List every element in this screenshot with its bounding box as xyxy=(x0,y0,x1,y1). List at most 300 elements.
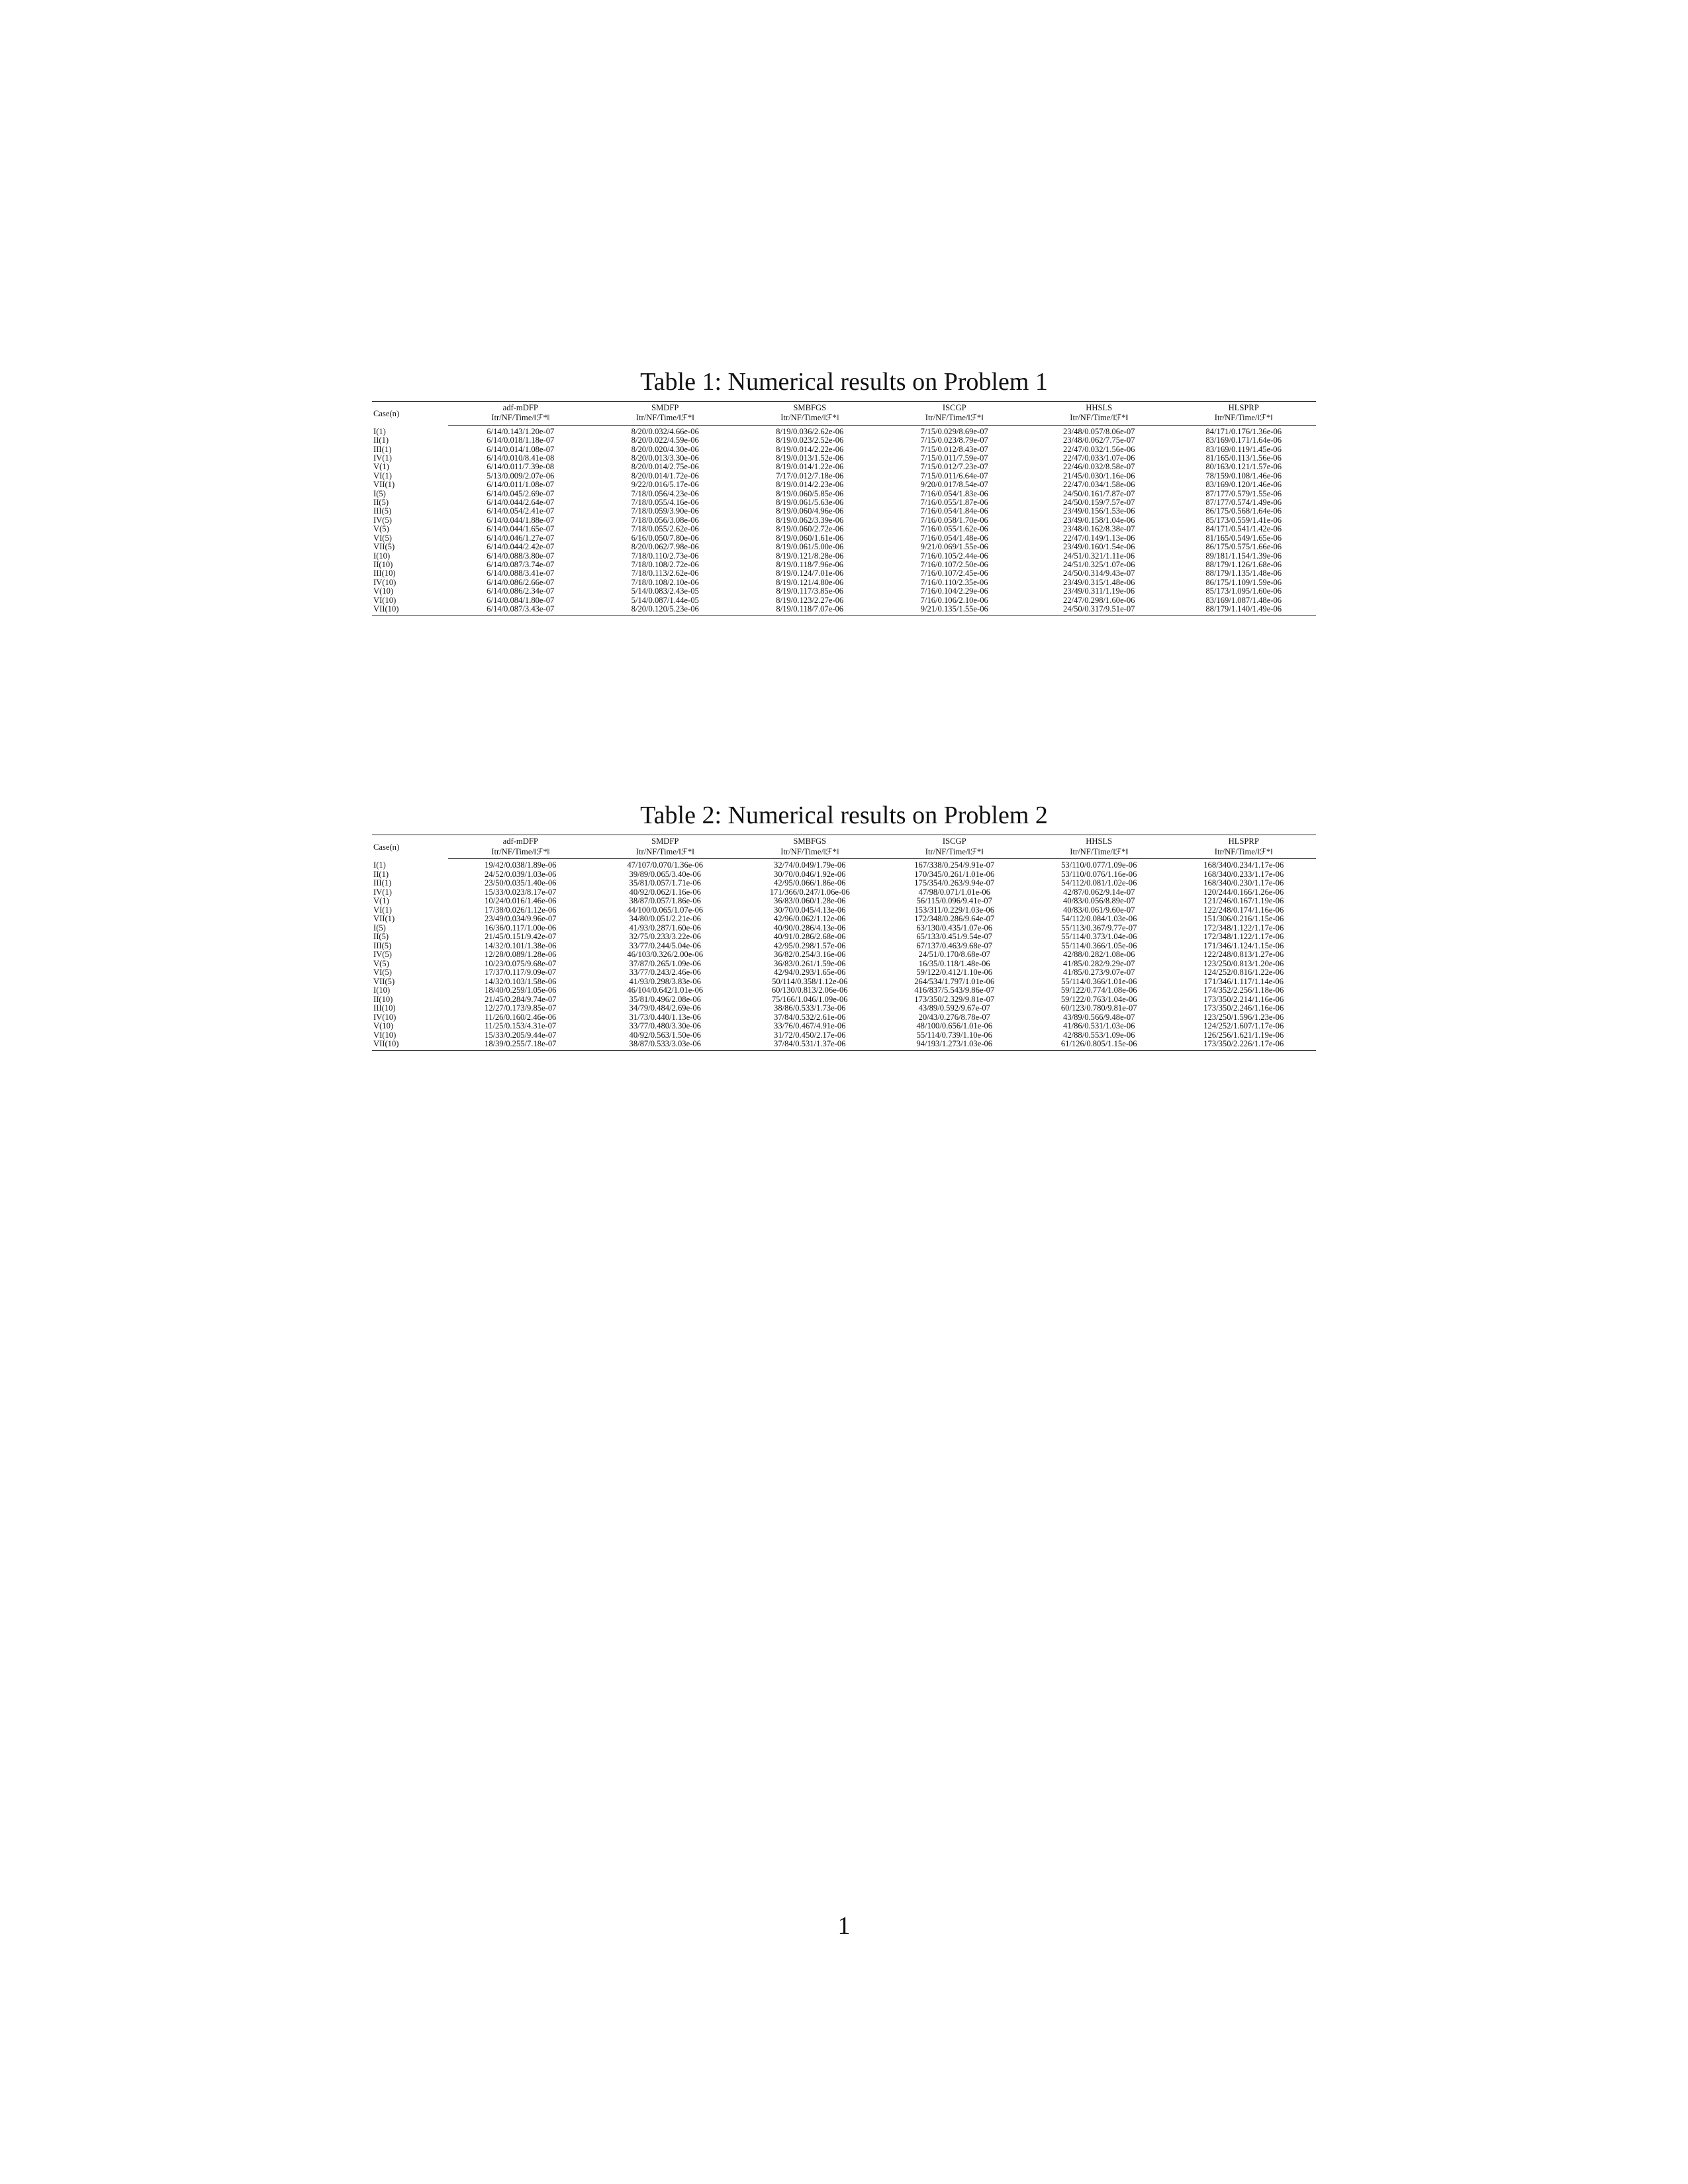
result-cell: 6/14/0.087/3.43e-07 xyxy=(448,605,593,615)
result-cell: 6/16/0.050/7.80e-06 xyxy=(631,533,699,543)
result-cell: 21/45/0.151/9.42e-07 xyxy=(485,933,557,941)
result-cell: 41/93/0.287/1.60e-06 xyxy=(629,923,701,933)
case-label: I(5) xyxy=(373,489,386,498)
result-cell: 24/50/0.161/7.87e-07 xyxy=(1063,489,1135,498)
result-cell: 41/93/0.298/3.83e-06 xyxy=(629,977,701,986)
result-cell: 23/49/0.315/1.48e-06 xyxy=(1063,578,1135,587)
result-cell: 23/49/0.156/1.53e-06 xyxy=(1063,507,1135,516)
table-2-grid xyxy=(372,835,1316,1051)
result-cell: 36/83/0.060/1.28e-06 xyxy=(774,897,846,905)
result-cell: 7/16/0.107/2.50e-06 xyxy=(920,560,988,569)
result-cell: 33/76/0.467/4.91e-06 xyxy=(774,1022,846,1030)
result-cell: 7/15/0.011/7.59e-07 xyxy=(920,454,988,463)
result-cell: 8/19/0.124/7.01e-06 xyxy=(776,569,844,578)
case-label: VI(1) xyxy=(373,471,392,480)
table-2-caption: Table 2: Numerical results on Problem 2 xyxy=(640,801,1048,829)
table-row xyxy=(372,897,1316,906)
result-cell: 22/47/0.034/1.58e-06 xyxy=(1063,480,1135,490)
table-row xyxy=(372,605,1316,615)
method-header: SMBFGS xyxy=(737,835,882,847)
case-label: II(5) xyxy=(373,933,389,941)
result-cell: 6/14/0.046/1.27e-07 xyxy=(487,533,555,543)
result-cell: 94/193/1.273/1.03e-06 xyxy=(882,1040,1027,1050)
table-row xyxy=(372,525,1316,533)
result-cell: 17/38/0.026/1.12e-06 xyxy=(485,905,557,915)
result-cell: 50/114/0.358/1.12e-06 xyxy=(772,977,848,986)
table-row xyxy=(372,915,1316,924)
result-cell: 17/37/0.117/9.09e-07 xyxy=(485,968,557,977)
result-cell: 8/19/0.060/1.61e-06 xyxy=(776,533,844,543)
table-row xyxy=(372,870,1316,880)
result-cell: 8/19/0.060/4.96e-06 xyxy=(776,507,844,516)
result-cell: 16/35/0.118/1.48e-06 xyxy=(918,959,990,968)
table-row xyxy=(372,436,1316,445)
table-2-subheader-row xyxy=(372,847,1316,859)
case-label: IV(10) xyxy=(373,1013,397,1022)
result-cell: 167/338/0.254/9.91e-07 xyxy=(914,860,995,870)
case-label: II(1) xyxy=(373,436,389,445)
result-cell: 7/18/0.056/3.08e-06 xyxy=(631,516,699,525)
metric-subheader: Itr/NF/Time/‖ℱ*‖ xyxy=(882,847,1027,859)
result-cell: 9/21/0.135/1.55e-06 xyxy=(882,605,1027,615)
result-cell: 84/171/0.176/1.36e-06 xyxy=(1205,426,1282,436)
result-cell: 44/100/0.065/1.07e-06 xyxy=(627,905,704,915)
result-cell: 46/104/0.642/1.01e-06 xyxy=(627,986,704,995)
result-cell: 6/14/0.044/1.88e-07 xyxy=(487,516,555,525)
case-label: VII(5) xyxy=(373,977,395,986)
result-cell: 33/77/0.480/3.30e-06 xyxy=(629,1022,701,1030)
result-cell: 22/47/0.149/1.13e-06 xyxy=(1063,533,1135,543)
result-cell: 43/89/0.592/9.67e-07 xyxy=(918,1004,990,1013)
result-cell: 38/87/0.057/1.86e-06 xyxy=(629,897,701,905)
result-cell: 6/14/0.014/1.08e-07 xyxy=(487,445,555,454)
result-cell: 8/19/0.061/5.63e-06 xyxy=(776,498,844,508)
result-cell: 6/14/0.018/1.18e-07 xyxy=(487,436,555,445)
case-label: I(1) xyxy=(373,426,386,436)
result-cell: 8/19/0.118/7.96e-06 xyxy=(776,560,844,569)
table-row xyxy=(372,995,1316,1005)
result-cell: 19/42/0.038/1.89e-06 xyxy=(485,860,557,870)
case-label: I(1) xyxy=(373,860,386,870)
result-cell: 63/130/0.435/1.07e-06 xyxy=(916,923,993,933)
case-label: IV(5) xyxy=(373,950,392,959)
result-cell: 23/48/0.062/7.75e-07 xyxy=(1063,436,1135,445)
result-cell: 7/18/0.108/2.72e-06 xyxy=(631,560,699,569)
result-cell: 39/89/0.065/3.40e-06 xyxy=(629,870,701,879)
result-cell: 22/47/0.032/1.56e-06 xyxy=(1063,445,1135,454)
result-cell: 8/19/0.014/2.23e-06 xyxy=(776,480,844,490)
result-cell: 47/98/0.071/1.01e-06 xyxy=(918,887,990,897)
result-cell: 56/115/0.096/9.41e-07 xyxy=(916,897,992,905)
case-label: II(10) xyxy=(373,995,393,1004)
result-cell: 42/96/0.062/1.12e-06 xyxy=(774,915,846,923)
result-cell: 172/348/1.122/1.17e-06 xyxy=(1203,933,1284,941)
result-cell: 8/19/0.061/5.00e-06 xyxy=(776,543,844,552)
result-cell: 6/14/0.044/1.65e-07 xyxy=(487,525,555,534)
table-row xyxy=(372,569,1316,578)
result-cell: 8/20/0.014/2.75e-06 xyxy=(631,463,699,472)
result-cell: 7/16/0.110/2.35e-06 xyxy=(920,578,988,587)
result-cell: 16/36/0.117/1.00e-06 xyxy=(485,923,557,933)
case-label: II(1) xyxy=(373,870,389,879)
result-cell: 88/179/1.135/1.48e-06 xyxy=(1205,569,1282,578)
result-cell: 6/14/0.143/1.20e-07 xyxy=(487,426,555,436)
table-2-method-row xyxy=(372,835,1316,847)
result-cell: 22/47/0.033/1.07e-06 xyxy=(1063,454,1135,463)
table-row xyxy=(372,454,1316,463)
result-cell: 7/15/0.029/8.69e-07 xyxy=(920,426,988,436)
result-cell: 15/33/0.023/8.17e-07 xyxy=(485,887,557,897)
case-label: III(1) xyxy=(373,879,392,887)
result-cell: 6/14/0.087/3.74e-07 xyxy=(487,560,555,569)
result-cell: 8/19/0.014/2.22e-06 xyxy=(776,445,844,454)
result-cell: 31/72/0.450/2.17e-06 xyxy=(774,1030,846,1040)
result-cell: 9/21/0.069/1.55e-06 xyxy=(920,543,988,552)
result-cell: 42/88/0.553/1.09e-06 xyxy=(1063,1030,1135,1040)
case-label: VI(1) xyxy=(373,905,392,915)
result-cell: 81/165/0.549/1.65e-06 xyxy=(1205,533,1282,543)
case-label: III(5) xyxy=(373,941,392,950)
metric-subheader: Itr/NF/Time/‖ℱ*‖ xyxy=(448,847,593,859)
method-header: ISCGP xyxy=(882,835,1027,847)
result-cell: 171/346/1.117/1.14e-06 xyxy=(1203,977,1284,986)
metric-subheader: Itr/NF/Time/‖ℱ*‖ xyxy=(737,413,882,425)
case-label: V(10) xyxy=(373,587,394,596)
result-cell: 168/340/0.230/1.17e-06 xyxy=(1203,879,1284,887)
case-label: III(5) xyxy=(373,507,392,516)
table-row xyxy=(372,986,1316,995)
result-cell: 40/92/0.062/1.16e-06 xyxy=(629,887,701,897)
result-cell: 54/112/0.084/1.03e-06 xyxy=(1061,915,1137,923)
case-label: III(10) xyxy=(373,1004,396,1013)
result-cell: 8/20/0.013/3.30e-06 xyxy=(631,454,699,463)
result-cell: 83/169/0.119/1.45e-06 xyxy=(1205,445,1282,454)
result-cell: 416/837/5.543/9.86e-07 xyxy=(914,986,995,995)
metric-subheader: Itr/NF/Time/‖ℱ*‖ xyxy=(448,413,593,425)
case-column-header: Case(n) xyxy=(372,835,448,859)
method-header: SMDFP xyxy=(593,402,738,414)
result-cell: 6/14/0.088/3.80e-07 xyxy=(487,551,555,561)
result-cell: 5/14/0.087/1.44e-05 xyxy=(631,596,699,605)
result-cell: 81/165/0.113/1.56e-06 xyxy=(1205,454,1282,463)
result-cell: 173/350/2.246/1.16e-06 xyxy=(1203,1004,1284,1013)
result-cell: 23/49/0.158/1.04e-06 xyxy=(1063,516,1135,525)
result-cell: 35/81/0.057/1.71e-06 xyxy=(629,879,701,887)
result-cell: 46/103/0.326/2.00e-06 xyxy=(627,950,704,959)
result-cell: 10/24/0.016/1.46e-06 xyxy=(485,897,557,905)
result-cell: 31/73/0.440/1.13e-06 xyxy=(629,1013,701,1022)
table-1-method-row xyxy=(372,402,1316,414)
result-cell: 8/19/0.123/2.27e-06 xyxy=(776,596,844,605)
result-cell: 21/45/0.030/1.16e-06 xyxy=(1063,471,1135,480)
table-row xyxy=(372,578,1316,587)
result-cell: 40/83/0.056/8.89e-07 xyxy=(1063,897,1135,905)
method-header: adf-mDFP xyxy=(448,402,593,414)
result-cell: 38/86/0.533/1.73e-06 xyxy=(774,1004,846,1013)
result-cell: 24/50/0.317/9.51e-07 xyxy=(1027,605,1172,615)
table-row xyxy=(372,463,1316,471)
result-cell: 37/87/0.265/1.09e-06 xyxy=(629,959,701,968)
result-cell: 6/14/0.045/2.69e-07 xyxy=(487,489,555,498)
table-row xyxy=(372,1013,1316,1023)
table-row xyxy=(372,859,1316,870)
result-cell: 8/20/0.120/5.23e-06 xyxy=(593,605,738,615)
table-2-body xyxy=(372,859,1316,1051)
result-cell: 172/348/0.286/9.64e-07 xyxy=(914,915,995,923)
result-cell: 85/173/1.095/1.60e-06 xyxy=(1205,587,1282,596)
method-header: ISCGP xyxy=(882,402,1027,414)
result-cell: 7/16/0.104/2.29e-06 xyxy=(920,587,988,596)
metric-subheader: Itr/NF/Time/‖ℱ*‖ xyxy=(737,847,882,859)
result-cell: 32/75/0.233/3.22e-06 xyxy=(629,933,701,941)
table-row xyxy=(372,561,1316,569)
result-cell: 5/13/0.009/2.07e-06 xyxy=(487,471,555,480)
metric-subheader: Itr/NF/Time/‖ℱ*‖ xyxy=(593,413,738,425)
result-cell: 83/169/0.120/1.46e-06 xyxy=(1205,480,1282,490)
table-row xyxy=(372,950,1316,960)
result-cell: 23/48/0.162/8.38e-07 xyxy=(1063,525,1135,534)
result-cell: 6/14/0.084/1.80e-07 xyxy=(487,596,555,605)
metric-subheader: Itr/NF/Time/‖ℱ*‖ xyxy=(1027,413,1172,425)
result-cell: 174/352/2.256/1.18e-06 xyxy=(1203,986,1284,995)
result-cell: 83/169/1.087/1.48e-06 xyxy=(1205,596,1282,605)
result-cell: 15/33/0.205/9.44e-07 xyxy=(485,1030,557,1040)
case-label: V(1) xyxy=(373,463,389,472)
result-cell: 12/28/0.089/1.28e-06 xyxy=(485,950,557,959)
result-cell: 53/110/0.077/1.09e-06 xyxy=(1061,860,1137,870)
result-cell: 21/45/0.284/9.74e-07 xyxy=(485,995,557,1004)
result-cell: 86/175/0.568/1.64e-06 xyxy=(1205,507,1282,516)
result-cell: 123/250/0.813/1.20e-06 xyxy=(1203,959,1284,968)
result-cell: 8/19/0.023/2.52e-06 xyxy=(776,436,844,445)
result-cell: 87/177/0.579/1.55e-06 xyxy=(1205,489,1282,498)
result-cell: 89/181/1.154/1.39e-06 xyxy=(1205,551,1282,561)
result-cell: 124/252/0.816/1.22e-06 xyxy=(1203,968,1284,977)
result-cell: 5/14/0.083/2.43e-05 xyxy=(631,587,699,596)
table-2-header xyxy=(372,835,1316,859)
result-cell: 8/20/0.020/4.30e-06 xyxy=(631,445,699,454)
result-cell: 8/19/0.121/8.28e-06 xyxy=(776,551,844,561)
result-cell: 7/16/0.054/1.83e-06 xyxy=(920,489,988,498)
result-cell: 42/95/0.066/1.86e-06 xyxy=(774,879,846,887)
metric-subheader: Itr/NF/Time/‖ℱ*‖ xyxy=(593,847,738,859)
result-cell: 41/85/0.282/9.29e-07 xyxy=(1063,959,1135,968)
result-cell: 11/25/0.153/4.31e-07 xyxy=(485,1022,557,1030)
result-cell: 8/19/0.121/4.80e-06 xyxy=(776,578,844,587)
result-cell: 22/47/0.298/1.60e-06 xyxy=(1063,596,1135,605)
case-label: VII(1) xyxy=(373,915,395,923)
result-cell: 11/26/0.160/2.46e-06 xyxy=(485,1013,557,1022)
result-cell: 33/77/0.244/5.04e-06 xyxy=(629,941,701,950)
result-cell: 60/123/0.780/9.81e-07 xyxy=(1060,1004,1137,1013)
table-row xyxy=(372,587,1316,596)
result-cell: 35/81/0.496/2.08e-06 xyxy=(629,995,701,1004)
result-cell: 59/122/0.774/1.08e-06 xyxy=(1060,986,1137,995)
table-row xyxy=(372,498,1316,507)
table-row xyxy=(372,596,1316,605)
method-header: adf-mDFP xyxy=(448,835,593,847)
metric-subheader: Itr/NF/Time/‖ℱ*‖ xyxy=(1172,413,1317,425)
result-cell: 43/89/0.566/9.48e-07 xyxy=(1063,1013,1135,1022)
result-cell: 85/173/0.559/1.41e-06 xyxy=(1205,516,1282,525)
result-cell: 168/340/0.233/1.17e-06 xyxy=(1203,870,1284,879)
case-label: III(10) xyxy=(373,569,396,578)
result-cell: 173/350/2.214/1.16e-06 xyxy=(1203,995,1284,1004)
result-cell: 6/14/0.011/7.39e-08 xyxy=(487,463,555,472)
table-1-caption: Table 1: Numerical results on Problem 1 xyxy=(640,368,1048,396)
result-cell: 8/19/0.060/5.85e-06 xyxy=(776,489,844,498)
result-cell: 7/16/0.055/1.87e-06 xyxy=(920,498,988,508)
result-cell: 36/83/0.261/1.59e-06 xyxy=(774,959,846,968)
result-cell: 121/246/0.167/1.19e-06 xyxy=(1203,897,1284,905)
result-cell: 59/122/0.412/1.10e-06 xyxy=(916,968,993,977)
result-cell: 8/19/0.118/7.07e-06 xyxy=(737,605,882,615)
table-row xyxy=(372,534,1316,543)
result-cell: 8/19/0.062/3.39e-06 xyxy=(776,516,844,525)
result-cell: 41/85/0.273/9.07e-07 xyxy=(1063,968,1135,977)
result-cell: 59/122/0.763/1.04e-06 xyxy=(1060,995,1137,1004)
result-cell: 32/74/0.049/1.79e-06 xyxy=(774,860,846,870)
case-label: IV(1) xyxy=(373,454,392,463)
result-cell: 12/27/0.173/9.85e-07 xyxy=(485,1004,557,1013)
result-cell: 42/95/0.298/1.57e-06 xyxy=(774,941,846,950)
result-cell: 7/18/0.059/3.90e-06 xyxy=(631,507,699,516)
page-number: 1 xyxy=(837,1912,851,1940)
result-cell: 83/169/0.171/1.64e-06 xyxy=(1205,436,1282,445)
result-cell: 60/130/0.813/2.06e-06 xyxy=(771,986,848,995)
result-cell: 173/350/2.226/1.17e-06 xyxy=(1172,1040,1317,1050)
case-label: VI(5) xyxy=(373,968,392,977)
result-cell: 7/16/0.054/1.48e-06 xyxy=(920,533,988,543)
metric-subheader: Itr/NF/Time/‖ℱ*‖ xyxy=(1027,847,1172,859)
result-cell: 87/177/0.574/1.49e-06 xyxy=(1205,498,1282,508)
table-row xyxy=(372,978,1316,987)
case-label: VII(1) xyxy=(373,480,395,490)
result-cell: 30/70/0.046/1.92e-06 xyxy=(774,870,846,879)
table-1 xyxy=(372,365,1316,615)
result-cell: 7/18/0.110/2.73e-06 xyxy=(631,551,699,561)
result-cell: 20/43/0.276/8.78e-07 xyxy=(918,1013,990,1022)
result-cell: 6/14/0.010/8.41e-08 xyxy=(487,454,555,463)
case-label: IV(5) xyxy=(373,516,392,525)
result-cell: 7/16/0.054/1.84e-06 xyxy=(920,507,988,516)
result-cell: 36/82/0.254/3.16e-06 xyxy=(774,950,846,959)
result-cell: 14/32/0.101/1.38e-06 xyxy=(485,941,557,950)
method-header: HHSLS xyxy=(1027,402,1172,414)
table-1-body xyxy=(372,425,1316,615)
result-cell: 7/17/0.012/7.18e-06 xyxy=(776,471,844,480)
result-cell: 8/20/0.014/1.72e-06 xyxy=(631,471,699,480)
result-cell: 54/112/0.081/1.02e-06 xyxy=(1061,879,1137,887)
result-cell: 122/248/0.174/1.16e-06 xyxy=(1203,905,1284,915)
result-cell: 40/83/0.061/9.60e-07 xyxy=(1063,905,1135,915)
result-cell: 86/175/0.575/1.66e-06 xyxy=(1205,543,1282,552)
result-cell: 33/77/0.243/2.46e-06 xyxy=(629,968,701,977)
result-cell: 40/90/0.286/4.13e-06 xyxy=(774,923,846,933)
table-row xyxy=(372,480,1316,489)
result-cell: 171/366/0.247/1.06e-06 xyxy=(769,887,850,897)
result-cell: 53/110/0.076/1.16e-06 xyxy=(1061,870,1137,879)
result-cell: 55/113/0.367/9.77e-07 xyxy=(1061,923,1137,933)
table-2 xyxy=(372,799,1316,1051)
table-row xyxy=(372,543,1316,551)
result-cell: 9/20/0.017/8.54e-07 xyxy=(920,480,988,490)
result-cell: 37/84/0.532/2.61e-06 xyxy=(774,1013,846,1022)
result-cell: 171/346/1.124/1.15e-06 xyxy=(1203,941,1284,950)
result-cell: 173/350/2.329/9.81e-07 xyxy=(914,995,995,1004)
result-cell: 86/175/1.109/1.59e-06 xyxy=(1205,578,1282,587)
case-label: VI(10) xyxy=(373,596,397,605)
case-label: IV(10) xyxy=(373,578,397,587)
case-label: II(10) xyxy=(373,560,393,569)
result-cell: 47/107/0.070/1.36e-06 xyxy=(627,860,704,870)
result-cell: 80/163/0.121/1.57e-06 xyxy=(1205,463,1282,472)
case-label: V(5) xyxy=(373,959,389,968)
table-row xyxy=(372,960,1316,969)
result-cell: 24/51/0.170/8.68e-07 xyxy=(918,950,990,959)
result-cell: 40/91/0.286/2.68e-06 xyxy=(774,933,846,941)
result-cell: 42/87/0.062/9.14e-07 xyxy=(1063,887,1135,897)
case-label: I(10) xyxy=(373,986,391,995)
result-cell: 122/248/0.813/1.27e-06 xyxy=(1203,950,1284,959)
result-cell: 8/19/0.036/2.62e-06 xyxy=(776,426,844,436)
result-cell: 65/133/0.451/9.54e-07 xyxy=(916,933,993,941)
result-cell: 42/88/0.282/1.08e-06 xyxy=(1063,950,1135,959)
result-cell: 14/32/0.103/1.58e-06 xyxy=(485,977,557,986)
result-cell: 18/39/0.255/7.18e-07 xyxy=(448,1040,593,1050)
result-cell: 78/159/0.108/1.46e-06 xyxy=(1205,471,1282,480)
table-row xyxy=(372,942,1316,951)
result-cell: 126/256/1.621/1.19e-06 xyxy=(1203,1030,1284,1040)
result-cell: 8/19/0.013/1.52e-06 xyxy=(776,454,844,463)
table-row xyxy=(372,552,1316,561)
result-cell: 7/18/0.113/2.62e-06 xyxy=(631,569,699,578)
case-label: I(10) xyxy=(373,551,391,561)
result-cell: 67/137/0.463/9.68e-07 xyxy=(916,941,993,950)
result-cell: 7/16/0.105/2.44e-06 xyxy=(920,551,988,561)
table-1-grid xyxy=(372,401,1316,615)
result-cell: 120/244/0.166/1.26e-06 xyxy=(1203,887,1284,897)
result-cell: 23/49/0.311/1.19e-06 xyxy=(1063,587,1135,596)
result-cell: 30/70/0.045/4.13e-06 xyxy=(774,905,846,915)
case-label: VII(5) xyxy=(373,543,395,552)
result-cell: 6/14/0.054/2.41e-07 xyxy=(487,507,555,516)
case-label: V(5) xyxy=(373,525,389,534)
result-cell: 38/87/0.533/3.03e-06 xyxy=(593,1040,738,1050)
result-cell: 123/250/1.596/1.23e-06 xyxy=(1203,1013,1284,1022)
table-1-subheader-row xyxy=(372,413,1316,425)
result-cell: 7/18/0.108/2.10e-06 xyxy=(631,578,699,587)
result-cell: 6/14/0.086/2.66e-07 xyxy=(487,578,555,587)
result-cell: 7/18/0.055/2.62e-06 xyxy=(631,525,699,534)
method-header: HLSPRP xyxy=(1172,835,1317,847)
result-cell: 7/16/0.106/2.10e-06 xyxy=(920,596,988,605)
table-row xyxy=(372,516,1316,525)
result-cell: 10/23/0.075/9.68e-07 xyxy=(485,959,557,968)
table-row xyxy=(372,968,1316,978)
table-row xyxy=(372,888,1316,897)
method-header: HLSPRP xyxy=(1172,402,1317,414)
metric-subheader: Itr/NF/Time/‖ℱ*‖ xyxy=(882,413,1027,425)
result-cell: 6/14/0.044/2.64e-07 xyxy=(487,498,555,508)
result-cell: 24/51/0.325/1.07e-06 xyxy=(1063,560,1135,569)
result-cell: 22/46/0.032/8.58e-07 xyxy=(1063,463,1135,472)
result-cell: 6/14/0.044/2.42e-07 xyxy=(487,543,555,552)
table-row xyxy=(372,879,1316,888)
result-cell: 61/126/0.805/1.15e-06 xyxy=(1027,1040,1172,1050)
result-cell: 170/345/0.261/1.01e-06 xyxy=(914,870,995,879)
result-cell: 34/80/0.051/2.21e-06 xyxy=(629,915,701,923)
